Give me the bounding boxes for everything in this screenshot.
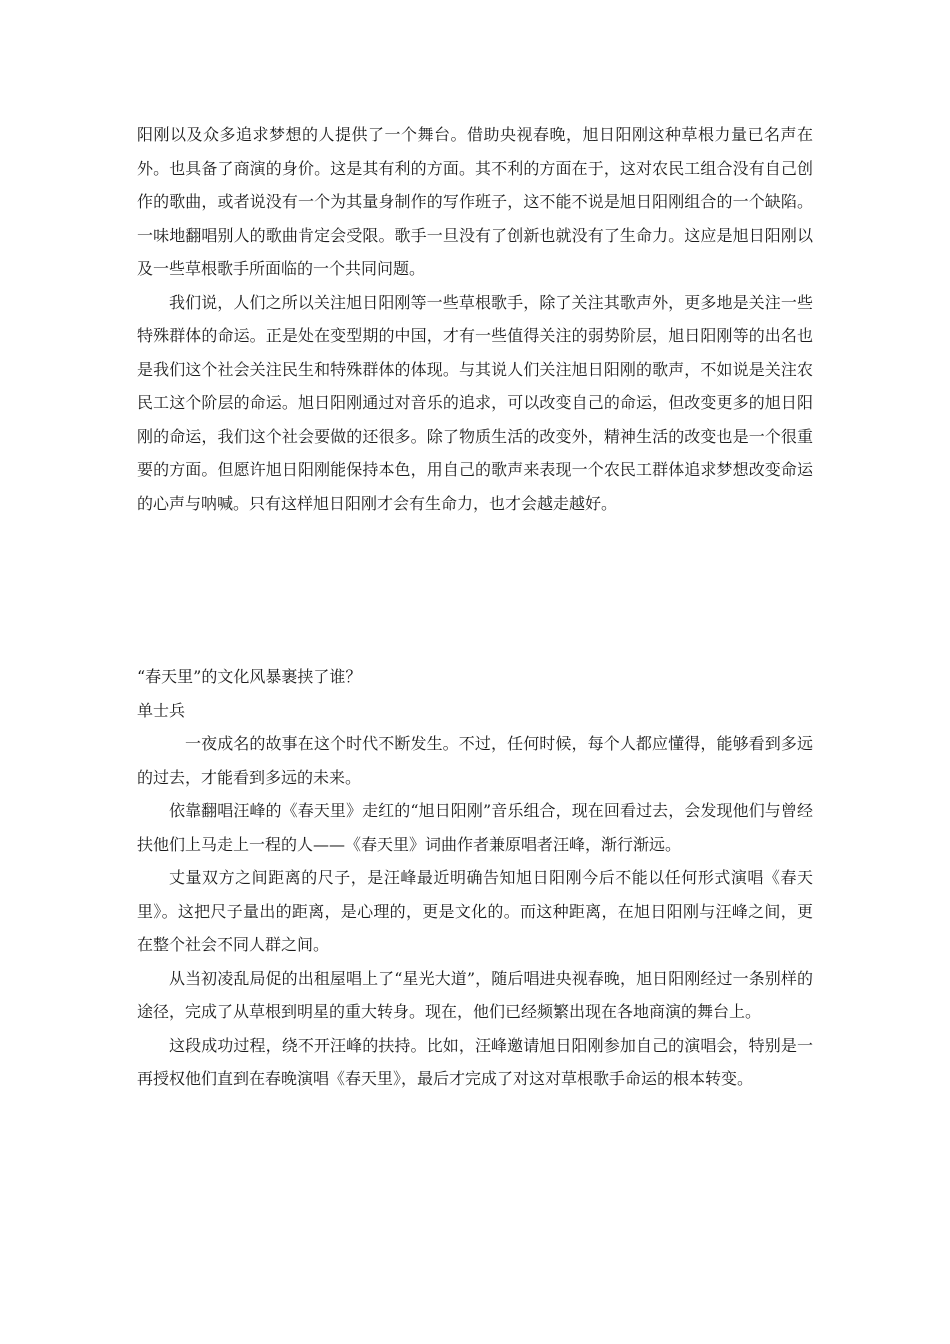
article-one-body [137, 118, 813, 520]
paragraph: 这段成功过程，绕不开汪峰的扶持。比如，汪峰邀请旭日阳刚参加自己的演唱会，特别是一再授权他们直到在春晚演唱《春天里》，最后才完成了对这对草根歌手命运的根本转变。 [137, 1035, 813, 1088]
paragraph-continuation: 阳刚以及众多追求梦想的人提供了一个舞台。借助央视春晚，旭日阳刚这种草根力量已名声在外。也具备了商演的身价。这是其有利的方面。其不利的方面在于，这对农民工组合没有自己创作的歌曲，或者说没有一个为其量身制作的写作班子，这不能不说是旭日阳刚组合的一个缺陷。一味地翻唱别人的歌曲肯定会受限。歌手一旦没有了创新也就没有了生命力。这应是旭日阳刚以及一些草根歌手所面临的一个共同问题。 [137, 125, 813, 278]
paragraph: 依靠翻唱汪峰的《春天里》走红的“旭日阳刚”音乐组合，现在回看过去，会发现他们与曾经扶他们上马走上一程的人——《春天里》词曲作者兼原唱者汪峰，渐行渐远。 [137, 801, 813, 854]
article-title: “春天里”的文化风暴裹挟了谁？ [137, 667, 362, 686]
article-two-body [137, 660, 813, 1096]
paragraph: 我们说，人们之所以关注旭日阳刚等一些草根歌手，除了关注其歌声外，更多地是关注一些特殊群体的命运。正是处在变型期的中国，才有一些值得关注的弱势阶层，旭日阳刚等的出名也是我们这个社会关注民生和特殊群体的体现。与其说人们关注旭日阳刚的歌声，不如说是关注农民工这个阶层的命运。旭日阳刚通过对音乐的追求，可以改变自己的命运，但改变更多的旭日阳刚的命运，我们这个社会要做的还很多。除了物质生活的改变外，精神生活的改变也是一个很重要的方面。但愿许旭日阳刚能保持本色，用自己的歌声来表现一个农民工群体追求梦想改变命运的心声与呐喊。只有这样旭日阳刚才会有生命力，也才会越走越好。 [137, 292, 813, 513]
paragraph: 一夜成名的故事在这个时代不断发生。不过，任何时候，每个人都应懂得，能够看到多远的过去，才能看到多远的未来。 [137, 734, 813, 787]
paragraph: 丈量双方之间距离的尺子，是汪峰最近明确告知旭日阳刚今后不能以任何形式演唱《春天里》。这把尺子量出的距离，是心理的，更是文化的。而这种距离，在旭日阳刚与汪峰之间，更在整个社会不同人群之间。 [137, 868, 813, 954]
article-author: 单士兵 [137, 700, 186, 720]
paragraph: 从当初凌乱局促的出租屋唱上了“星光大道”，随后唱进央视春晚，旭日阳刚经过一条别样的途径，完成了从草根到明星的重大转身。现在，他们已经频繁出现在各地商演的舞台上。 [137, 968, 813, 1021]
